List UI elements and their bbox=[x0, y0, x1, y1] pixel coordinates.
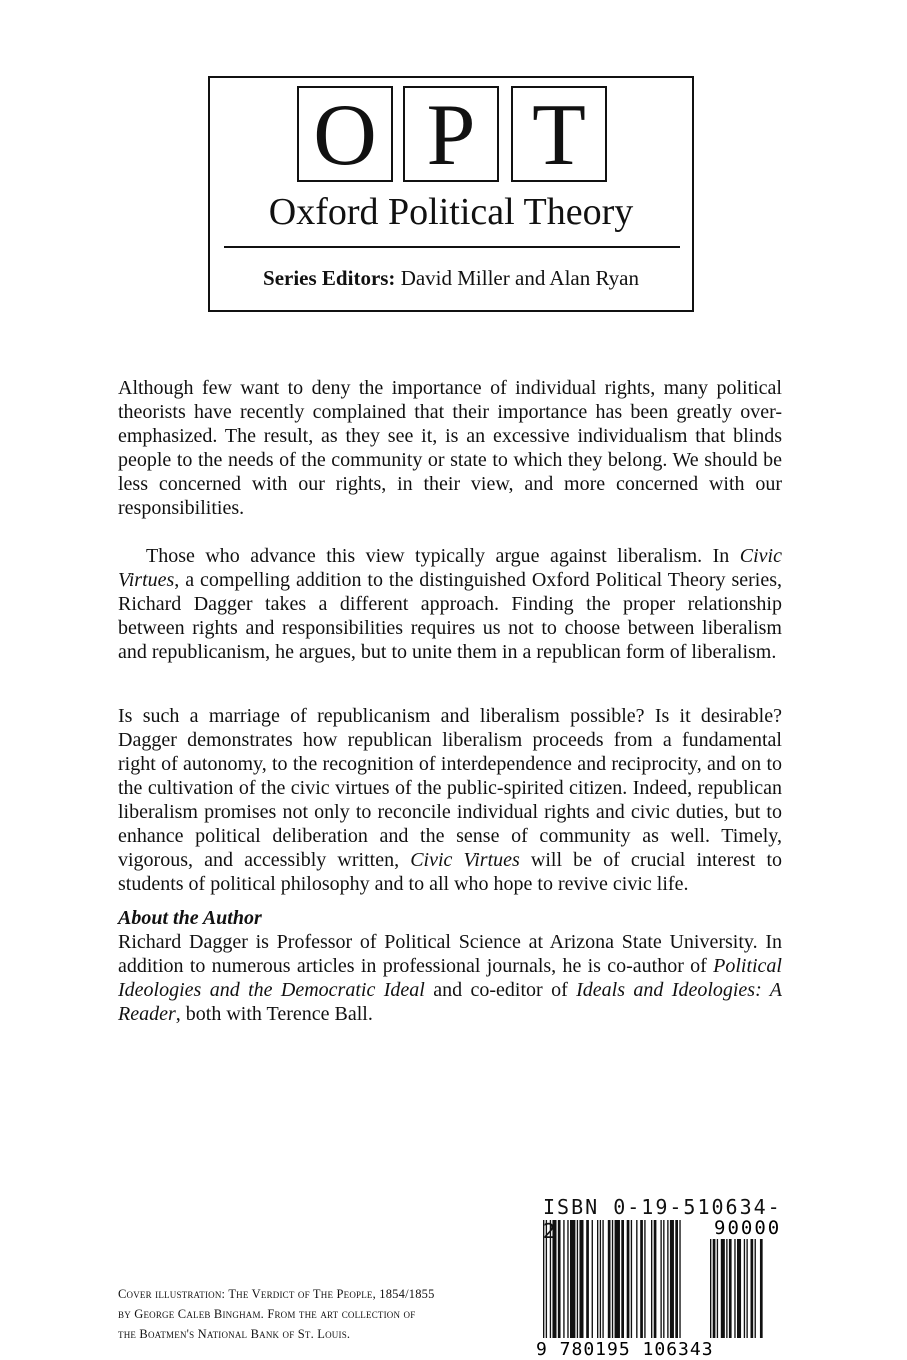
letter-o: O bbox=[297, 86, 393, 182]
barcode-bar bbox=[546, 1220, 547, 1338]
text-run: , a compelling addition to the distinguished Oxford Political Theory series, Richard Dagger takes a different approach. Finding the proper relationship between rights and responsibilities requires us not to choose between liberalism and republicanism, he argues, but to unite them in a republican form of liberalism. bbox=[118, 569, 782, 663]
barcode-bar bbox=[621, 1220, 624, 1338]
blurb-text bbox=[118, 704, 782, 896]
barcode-bar bbox=[726, 1239, 727, 1338]
barcode-bar bbox=[612, 1220, 613, 1338]
series-editors-label: Series Editors: bbox=[263, 266, 396, 290]
book-title: Political Ideologies and the Democratic Ideal bbox=[118, 955, 782, 1001]
barcode-bar bbox=[608, 1220, 611, 1338]
cover-illustration-credit bbox=[118, 1284, 508, 1344]
barcode-bar bbox=[602, 1220, 603, 1338]
barcode-bar bbox=[744, 1239, 745, 1338]
barcode-bar bbox=[640, 1220, 643, 1338]
barcode-bar bbox=[597, 1220, 598, 1338]
barcode-bar bbox=[710, 1239, 711, 1338]
barcode-bar bbox=[667, 1220, 668, 1338]
barcode-bar bbox=[600, 1220, 601, 1338]
barcode-bar bbox=[567, 1220, 568, 1338]
letter-p: P bbox=[403, 86, 499, 182]
barcode-bar bbox=[717, 1239, 718, 1338]
barcode-bar bbox=[729, 1239, 732, 1338]
barcode-bar bbox=[644, 1220, 645, 1338]
book-title: Civic Virtues bbox=[118, 545, 782, 591]
addon-bars bbox=[710, 1239, 763, 1338]
barcode-bar bbox=[660, 1220, 661, 1338]
blurb-paragraph-2 bbox=[118, 544, 782, 664]
barcode-bar bbox=[670, 1220, 674, 1338]
barcode-bar bbox=[586, 1220, 589, 1338]
ean-bars bbox=[543, 1220, 681, 1338]
barcode-bar bbox=[751, 1239, 754, 1338]
text-run: and co-editor of bbox=[424, 979, 577, 1001]
credit-line: the Boatmen's National Bank of St. Louis. bbox=[118, 1327, 351, 1341]
letter-t: T bbox=[511, 86, 607, 182]
book-title: Civic Virtues bbox=[410, 849, 520, 871]
barcode-bar bbox=[746, 1239, 747, 1338]
barcode-bar bbox=[721, 1239, 725, 1338]
isbn-label: ISBN 0-19-510634-2 bbox=[543, 1195, 782, 1243]
series-editors-names: David Miller and Alan Ryan bbox=[400, 266, 639, 290]
barcode-bar bbox=[631, 1220, 632, 1338]
barcode-bar bbox=[570, 1220, 575, 1338]
barcode-bar bbox=[558, 1220, 561, 1338]
credit-line: Cover illustration: The Verdict of The People, 1854/1855 bbox=[118, 1287, 435, 1301]
blurb-text bbox=[118, 544, 782, 664]
blurb-paragraph-1 bbox=[118, 376, 782, 520]
barcode-bar bbox=[552, 1220, 556, 1338]
barcode-bar bbox=[577, 1220, 578, 1338]
barcode-bar bbox=[755, 1239, 756, 1338]
barcode-bar bbox=[615, 1220, 620, 1338]
about-author-text bbox=[118, 930, 782, 1026]
barcode-bar bbox=[734, 1239, 735, 1338]
blurb-text: Although few want to deny the importance of individual rights, many political theorists have recently complained that their importance has been greatly over-emphasized. The result, as they see it, is an excessive individualism that blinds people to the needs of the community or state to which they belong. We should be less concerned with our rights, in their view, and more concerned with our responsibilities. bbox=[118, 377, 782, 519]
barcode-bar bbox=[563, 1220, 564, 1338]
barcode-bar bbox=[550, 1220, 551, 1338]
text-run: Richard Dagger is Professor of Political Science at Arizona State University. In addition to numerous articles in professional journals, he is co-author of bbox=[118, 931, 782, 977]
barcode-bar bbox=[760, 1239, 763, 1338]
blurb-paragraph-3 bbox=[118, 704, 782, 896]
barcode-bar bbox=[654, 1220, 657, 1338]
barcode-bar bbox=[713, 1239, 716, 1338]
barcode-bar bbox=[651, 1220, 652, 1338]
ean-digits: 9 780195 106343 bbox=[536, 1339, 714, 1360]
barcode-bar bbox=[592, 1220, 593, 1338]
barcode-bar bbox=[636, 1220, 637, 1338]
barcode bbox=[530, 1215, 790, 1360]
text-run: Is such a marriage of republicanism and liberalism possible? Is it desirable? Dagger demonstrates how republican liberalism proceeds from a fundamental right of autonomy, to the recognition of interdependence and reciprocity, and on to the cultivation of the civic virtues of the public-spirited citizen. Indeed, republican liberalism promises not only to reconcile individual rights and civic duties, but to enhance political deliberation and the sense of community as well. Timely, vigorous, and accessibly written, bbox=[118, 705, 782, 871]
barcode-bar bbox=[543, 1220, 544, 1338]
credit-line: by George Caleb Bingham. From the art collection of bbox=[118, 1307, 416, 1321]
barcode-bar bbox=[627, 1220, 630, 1338]
barcode-bar bbox=[679, 1220, 680, 1338]
book-title: Ideals and Ideologies: A Reader bbox=[118, 979, 782, 1025]
text-run: will be of crucial interest to students of political philosophy and to all who hope to revive civic life. bbox=[118, 849, 782, 895]
series-logo-box bbox=[208, 76, 694, 312]
series-divider bbox=[224, 246, 680, 248]
price-code: 90000 bbox=[714, 1217, 782, 1239]
about-author-heading: About the Author bbox=[118, 907, 262, 929]
barcode-bar bbox=[675, 1220, 678, 1338]
series-title: Oxford Political Theory bbox=[268, 191, 634, 233]
barcode-bar bbox=[737, 1239, 741, 1338]
barcode-bar bbox=[663, 1220, 664, 1338]
series-editors bbox=[210, 264, 692, 292]
text-run: Those who advance this view typically argue against liberalism. In bbox=[146, 545, 740, 567]
barcode-bar bbox=[579, 1220, 583, 1338]
about-author-section bbox=[118, 906, 782, 1026]
text-run: , both with Terence Ball. bbox=[175, 1003, 373, 1025]
